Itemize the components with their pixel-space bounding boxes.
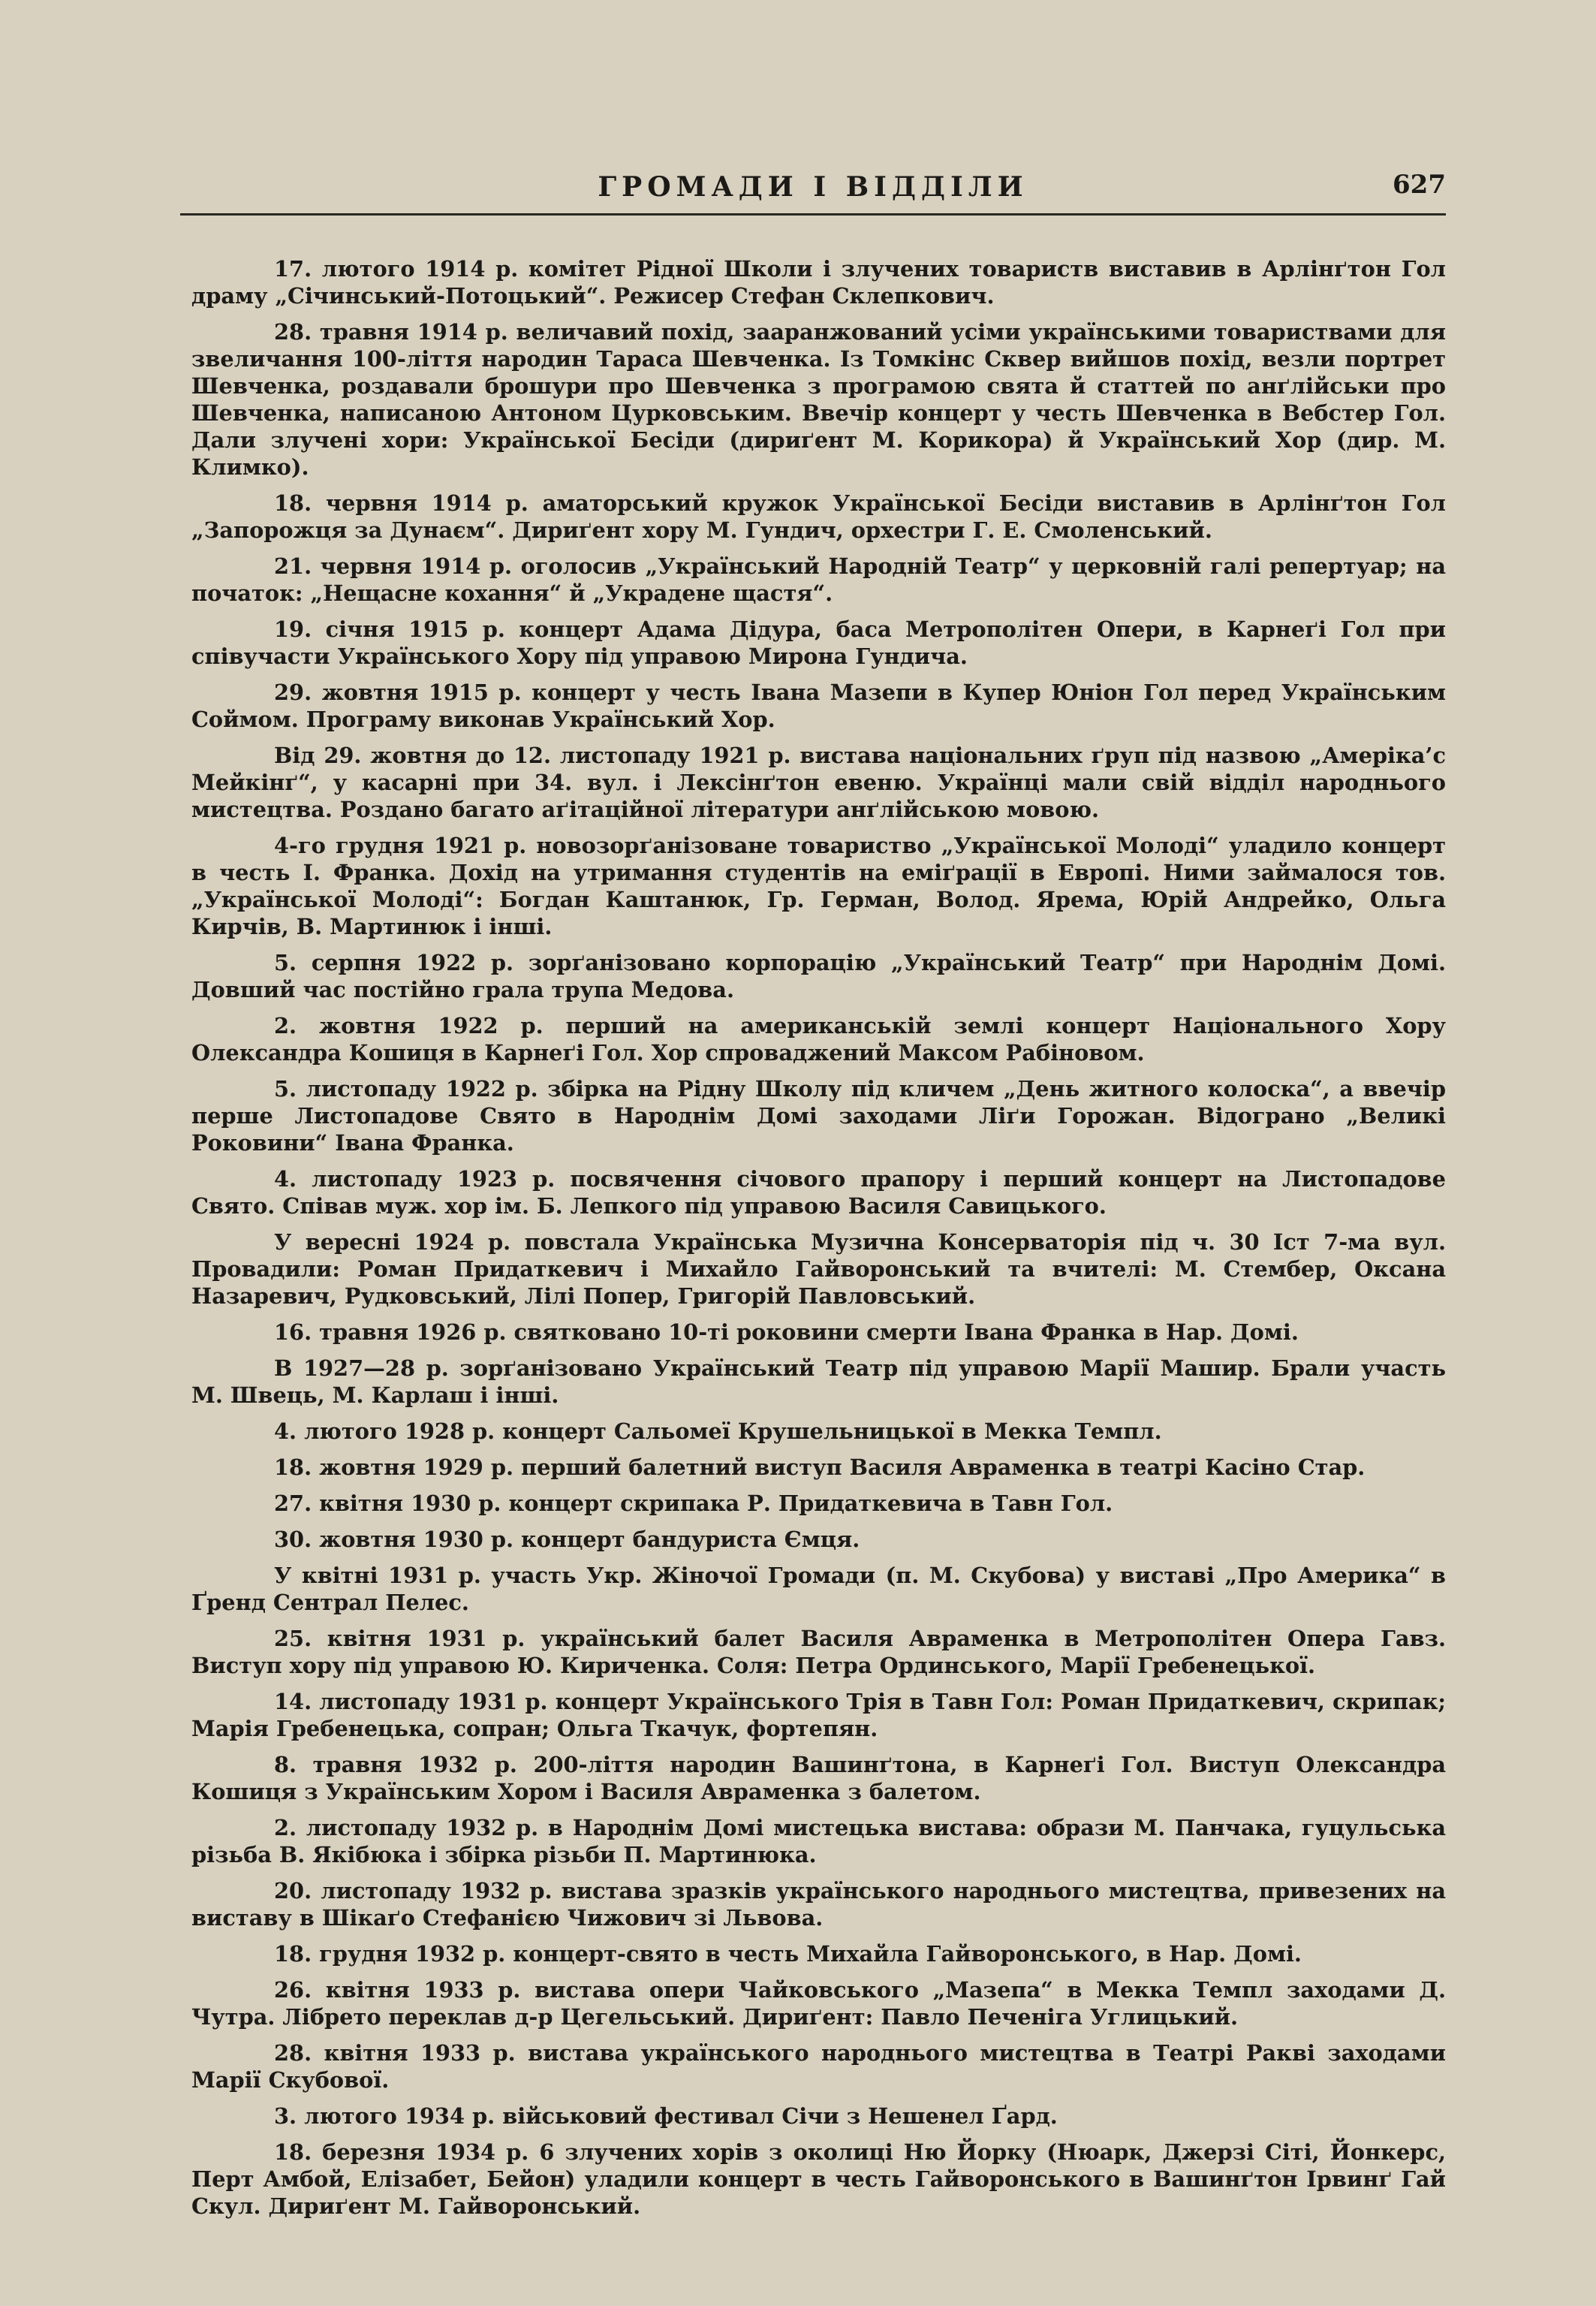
chronicle-entry: 4. лютого 1928 р. концерт Сальомеї Крушельницької в Мекка Темпл. [274, 1418, 1162, 1444]
header-rule [180, 213, 1446, 216]
chronicle-entry: 5. листопаду 1922 р. збірка на Рідну Школу під кличем „День житного колоска“, а ввечір перше Листопадове Свято в Народнім Домі заходами Ліґи Горожан. Відограно „Великі Роковини“ Івана Франка. [191, 1076, 1446, 1156]
chronicle-entry: 2. жовтня 1922 р. перший на американській землі концерт Національного Хору Олександра Кошиця в Карнеґі Гол. Хор спроваджений Максом Рабіновом. [191, 1013, 1446, 1066]
chronicle-entry: У вересні 1924 р. повстала Українська Музична Консерваторія під ч. 30 Іст 7-ма вул. Провадили: Роман Придаткевич і Михайло Гайворонський та вчителі: М. Стембер, Оксана Назаревич, Рудковський, Лілі Попер, Григорій Павловський. [191, 1229, 1446, 1309]
chronicle-entry: 18. грудня 1932 р. концерт-свято в честь Михайла Гайворонського, в Нар. Домі. [274, 1941, 1302, 1967]
page-body [191, 255, 1446, 2261]
chronicle-entry: 29. жовтня 1915 р. концерт у честь Івана Мазепи в Купер Юніон Гол перед Українським Соймом. Програму виконав Український Хор. [191, 680, 1446, 732]
chronicle-entry: Від 29. жовтня до 12. листопаду 1921 р. вистава національних ґруп під назвою „Амеріка’с Мейкінґ“, у касарні при 34. вул. і Лексінґтон евеню. Українці мали свій відділ народнього мистецтва. Роздано багато аґітаційної літератури анґлійською мовою. [191, 743, 1446, 822]
chronicle-entry: 2. листопаду 1932 р. в Народнім Домі мистецька вистава: образи М. Панчака, гуцульська різьба В. Якібюка і збірка різьби П. Мартинюка. [191, 1815, 1446, 1867]
chronicle-entry: 17. лютого 1914 р. комітет Рідної Школи і злучених товариств виставив в Арлінґтон Гол драму „Січинський-Потоцький“. Режисер Стефан Склепкович. [191, 256, 1446, 309]
chronicle-entry: У квітні 1931 р. участь Укр. Жіночої Громади (п. М. Скубова) у виставі „Про Америка“ в Ґренд Сентрал Пелес. [191, 1563, 1446, 1615]
chronicle-entry: 4-го грудня 1921 р. новозорґанізоване товариство „Української Молоді“ уладило концерт в честь І. Франка. Дохід на утримання студентів на еміґрації в Европі. Ними займалося тов. „Української Молоді“: Богдан Каштанюк, Гр. Герман, Волод. Ярема, Юрій Андрейко, Ольга Кирчів, В. Мартинюк і інші. [191, 833, 1446, 939]
running-title: ГРОМАДИ І ВІДДІЛИ [598, 171, 1028, 203]
chronicle-entry: 8. травня 1932 р. 200-ліття народин Вашинґтона, в Карнеґі Гол. Виступ Олександра Кошиця з Українським Хором і Василя Авраменка з балетом. [191, 1752, 1446, 1804]
chronicle-entry: 26. квітня 1933 р. вистава опери Чайковського „Мазепа“ в Мекка Темпл заходами Д. Чутра. Лібрето переклав д-р Цегельський. Дириґент: Павло Печеніга Углицький. [191, 1977, 1446, 2030]
chronicle-entry: 25. квітня 1931 р. український балет Василя Авраменка в Метрополітен Опера Гавз. Виступ хору під управою Ю. Кириченка. Соля: Петра Ординського, Марії Гребенецької. [191, 1626, 1446, 1678]
chronicle-entry: 28. травня 1914 р. величавий похід, зааранжований усіми українськими товариствами для звеличання 100-ліття народин Тараса Шевченка. Із Томкінс Сквер вийшов похід, везли портрет Шевченка, роздавали брошури про Шевченка з програмою свята й статтей по анґлійськи про Шевченка, написаною Антоном Цурковським. Ввечір концерт у честь Шевченка в Вебстер Гол. Дали злучені хори: Української Бесіди (дириґент М. Корикора) й Український Хор (дир. М. Климко). [191, 319, 1446, 480]
chronicle-entry: 5. серпня 1922 р. зорґанізовано корпорацію „Український Театр“ при Народнім Домі. Довший час постійно грала трупа Медова. [191, 950, 1446, 1002]
chronicle-entry: 27. квітня 1930 р. концерт скрипака Р. Придаткевича в Тавн Гол. [274, 1491, 1113, 1516]
chronicle-entry: 18. жовтня 1929 р. перший балетний виступ Василя Авраменка в театрі Касіно Стар. [274, 1454, 1366, 1480]
page-number: 627 [1393, 170, 1446, 200]
chronicle-entry: В 1927—28 р. зорґанізовано Український Театр під управою Марії Машир. Брали участь М. Швець, М. Карлаш і інші. [191, 1355, 1446, 1408]
chronicle-entry: 28. квітня 1933 р. вистава українського народнього мистецтва в Театрі Ракві заходами Марії Скубової. [191, 2040, 1446, 2093]
chronicle-entry: 21. червня 1914 р. оголосив „Український Народній Театр“ у церковній галі репертуар; на початок: „Нещасне кохання“ й „Украдене щастя“. [191, 553, 1446, 606]
chronicle-entry: 18. червня 1914 р. аматорський кружок Української Бесіди виставив в Арлінґтон Гол „Запорожця за Дунаєм“. Дириґент хору М. Гундич, орхестри Г. Е. Смоленський. [191, 490, 1446, 543]
chronicle-entry: 4. листопаду 1923 р. посвячення січового прапору і перший концерт на Листопадове Свято. Співав муж. хор ім. Б. Лепкого під управою Василя Савицького. [191, 1166, 1446, 1219]
chronicle-entry: 20. листопаду 1932 р. вистава зразків українського народнього мистецтва, привезених на виставу в Шікаґо Стефанією Чижович зі Львова. [191, 1878, 1446, 1931]
chronicle-entry: 19. січня 1915 р. концерт Адама Дідура, баса Метрополітен Опери, в Карнеґі Гол при співучасти Українського Хору під управою Мирона Гундича. [191, 616, 1446, 669]
chronicle-entry: 3. лютого 1934 р. військовий фестивал Січи з Нешенел Ґард. [274, 2103, 1058, 2129]
chronicle-entry: 18. березня 1934 р. 6 злучених хорів з околиці Ню Йорку (Нюарк, Джерзі Сіті, Йонкерс, Перт Амбой, Елізабет, Бейон) уладили концерт в честь Гайворонського в Вашинґтон Ірвинґ Гай Скул. Дириґент М. Гайворонський. [191, 2139, 1446, 2219]
chronicle-entry: 30. жовтня 1930 р. концерт бандуриста Ємця. [274, 1527, 860, 1552]
chronicle-entry: 16. травня 1926 р. святковано 10-ті роковини смерти Івана Франка в Нар. Домі. [274, 1319, 1299, 1345]
page-header [180, 164, 1446, 209]
chronicle-entry: 14. листопаду 1931 р. концерт Українського Трія в Тавн Гол: Роман Придаткевич, скрипак; Марія Гребенецька, сопран; Ольга Ткачук, фортепян. [191, 1689, 1446, 1741]
